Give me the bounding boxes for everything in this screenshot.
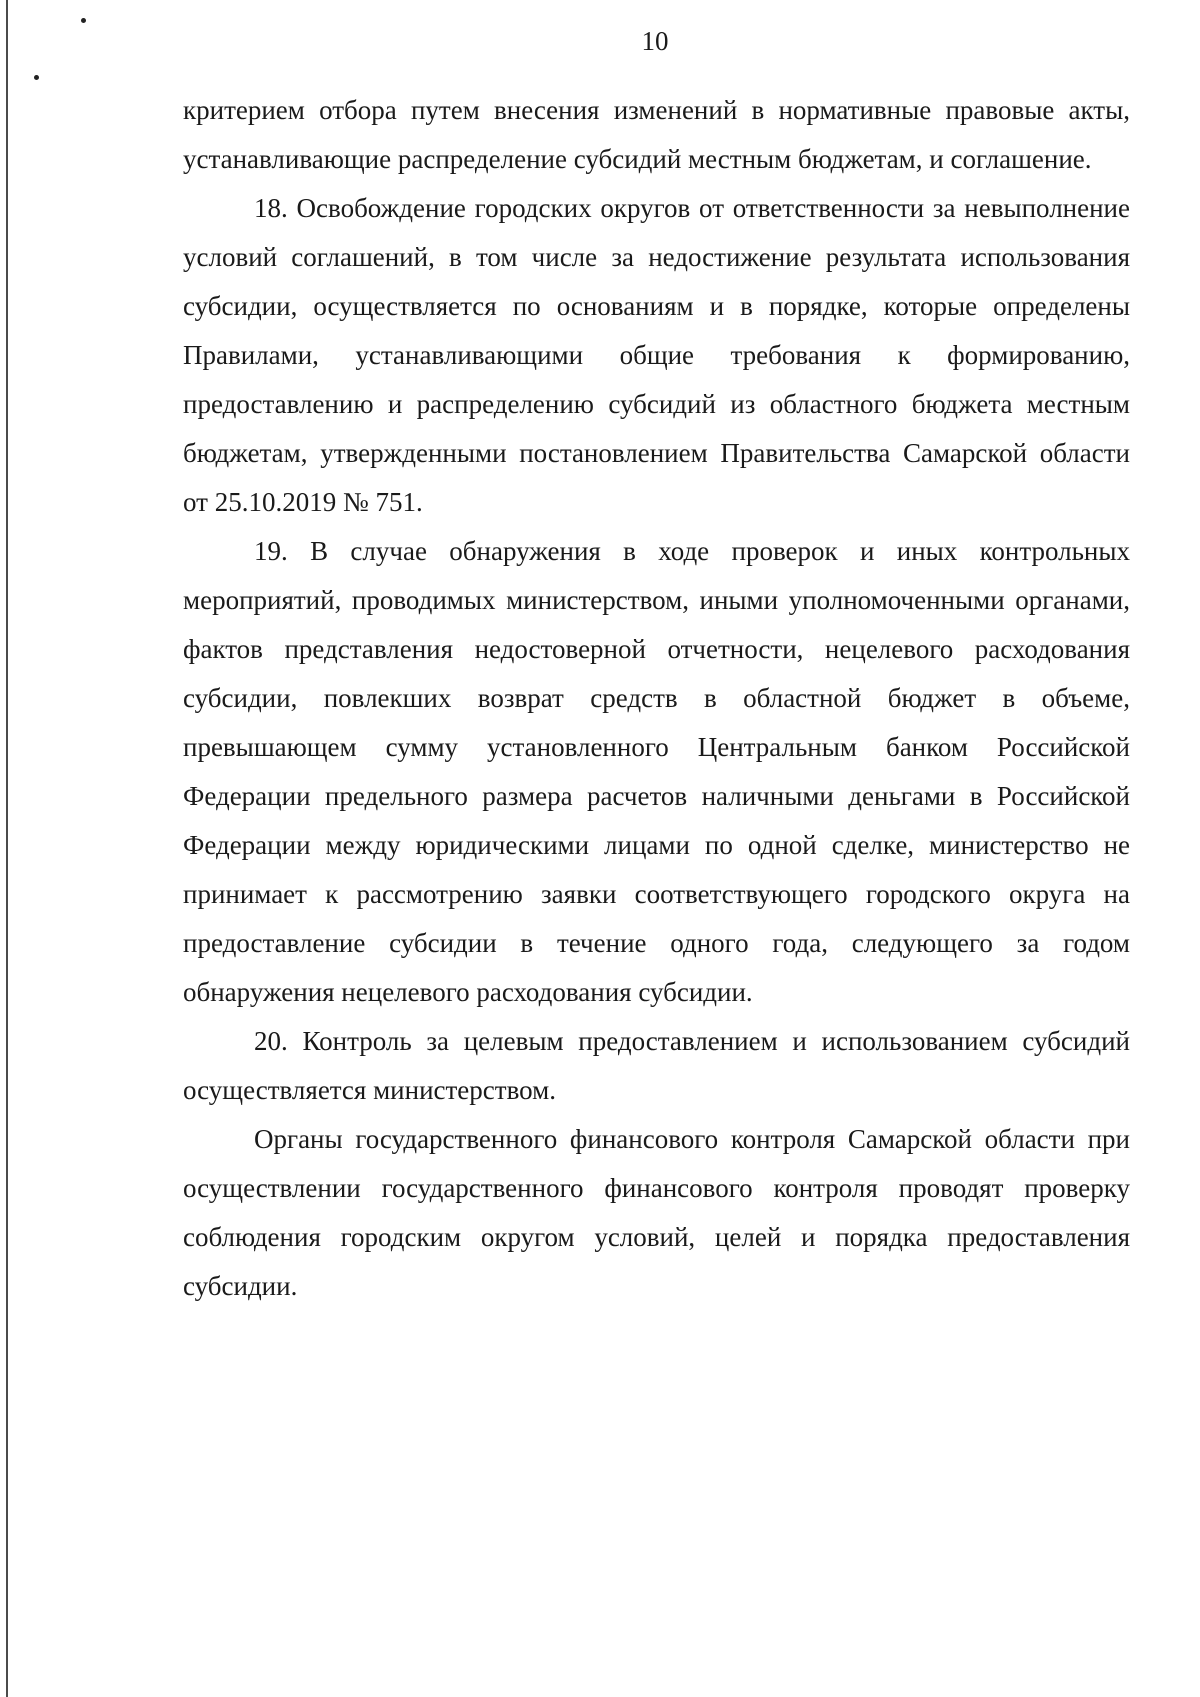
- paragraph-item-20: 20. Контроль за целевым предоставлением и использованием субсидий осуществляется министерством.: [183, 1026, 1130, 1105]
- scan-edge-line: [6, 0, 8, 1697]
- scan-speck: [81, 18, 86, 23]
- paragraph-item-18: 18. Освобождение городских округов от ответственности за невыполнение условий соглашений, в том числе за недостижение результата использования субсидии, осуществляется по основаниям и в порядке, которые определены Правилами, устанавливающими общие требования к формированию, предоставлению и распределению субсидий из областного бюджета местным бюджетам, утвержденными постановлением Правительства Самарской области от 25.10.2019 № 751.: [183, 193, 1130, 517]
- scan-speck: [34, 75, 39, 80]
- paragraph-item-19: 19. В случае обнаружения в ходе проверок и иных контрольных мероприятий, проводимых министерством, иными уполномоченными органами, фактов представления недостоверной отчетности, нецелевого расходования субсидии, повлекших возврат средств в областной бюджет в объеме, превышающем сумму установленного Центральным банком Российской Федерации предельного размера расчетов наличными деньгами в Российской Федерации между юридическими лицами по одной сделке, министерство не принимает к рассмотрению заявки соответствующего городского округа на предоставление субсидии в течение одного года, следующего за годом обнаружения нецелевого расходования субсидии.: [183, 536, 1130, 1007]
- paragraph-continuation: критерием отбора путем внесения изменений в нормативные правовые акты, устанавливающие распределение субсидий местным бюджетам, и соглашение.: [183, 95, 1130, 174]
- document-body: [183, 86, 1130, 1311]
- page-number: 10: [641, 26, 669, 56]
- paragraph-financial-control: Органы государственного финансового контроля Самарской области при осуществлении государственного финансового контроля проводят проверку соблюдения городским округом условий, целей и порядка предоставления субсидии.: [183, 1124, 1130, 1301]
